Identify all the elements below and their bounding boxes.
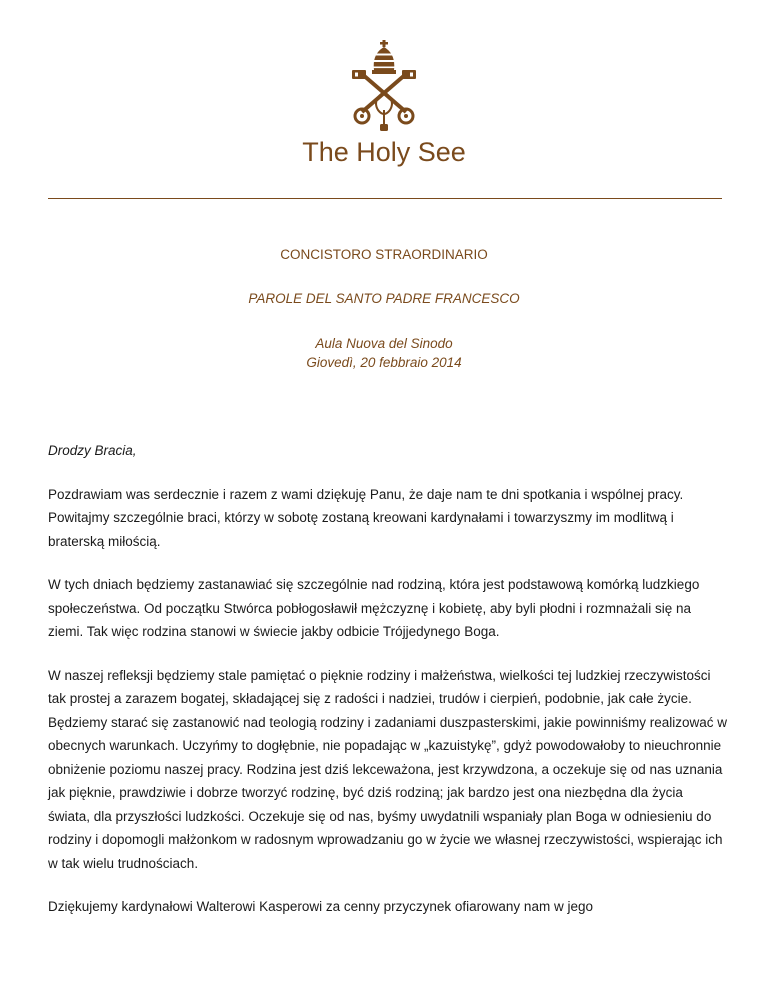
paragraph-1: Pozdrawiam was serdecznie i razem z wami dziękuję Panu, że daje nam te dni spotkania i wspólnej pracy. Powitajmy szczególnie braci, którzy w sobotę zostaną kreowani kardynałami i towarzyszmy im modlitwą i braterską miłością. — [48, 486, 684, 549]
document-date: Giovedì, 20 febbraio 2014 — [306, 355, 462, 370]
header-divider — [48, 198, 722, 199]
salutation: Drodzy Bracia, — [48, 443, 137, 458]
site-title: The Holy See — [302, 137, 466, 167]
paragraph-4: Dziękujemy kardynałowi Walterowi Kasperowi za cenny przyczynek ofiarowany nam w jego — [48, 899, 593, 914]
document-place: Aula Nuova del Sinodo — [315, 336, 453, 351]
paragraph-2: W tych dniach będziemy zastanawiać się szczególnie nad rodziną, która jest podstawową komórką ludzkiego społeczeństwa. Od początku Stwórca pobłogosławił mężczyznę i kobietę, aby byli płodni i rozmnażali się na ziemi. Tak więc rodzina stanowi w świecie jakby odbicie Trójjedynego Boga. — [48, 577, 700, 639]
document-body — [48, 439, 728, 939]
place-and-date — [0, 334, 768, 372]
document-subtitle: CONCISTORO STRAORDINARIO — [280, 247, 488, 262]
papal-keys-emblem-icon — [342, 40, 426, 132]
document-heading: PAROLE DEL SANTO PADRE FRANCESCO — [248, 291, 520, 306]
paragraph-3: W naszej refleksji będziemy stale pamiętać o pięknie rodziny i małżeństwa, wielkości tej ludzkiej rzeczywistości tak prostej a zarazem bogatej, składającej się z radości i nadziei, trudów i cierpień, podobnie, jak całe życie. Będziemy starać się zastanowić nad teologią rodziny i zadaniami duszpasterskimi, jakie powinniśmy realizować w obecnych warunkach. Uczyńmy to dogłębnie, nie popadając w „kazuistykę”, gdyż powodowałoby to nieuchronnie obniżenie poziomu naszej pracy. Rodzina jest dziś lekceważona, jest krzywdzona, a oczekuje się od nas uznania jak pięknie, prawdziwie i dobrze tworzyć rodzinę, być dziś rodziną; jak bardzo jest ona niezbędna dla życia świata, dla przyszłości ludzkości. Oczekuje się od nas, byśmy uwydatnili wspaniały plan Boga w odniesieniu do rodziny i dopomogli małżonkom w radosnym wprowadzaniu go w życie we własnej rzeczywistości, wspierając ich w tak wielu trudnościach. — [48, 667, 728, 871]
